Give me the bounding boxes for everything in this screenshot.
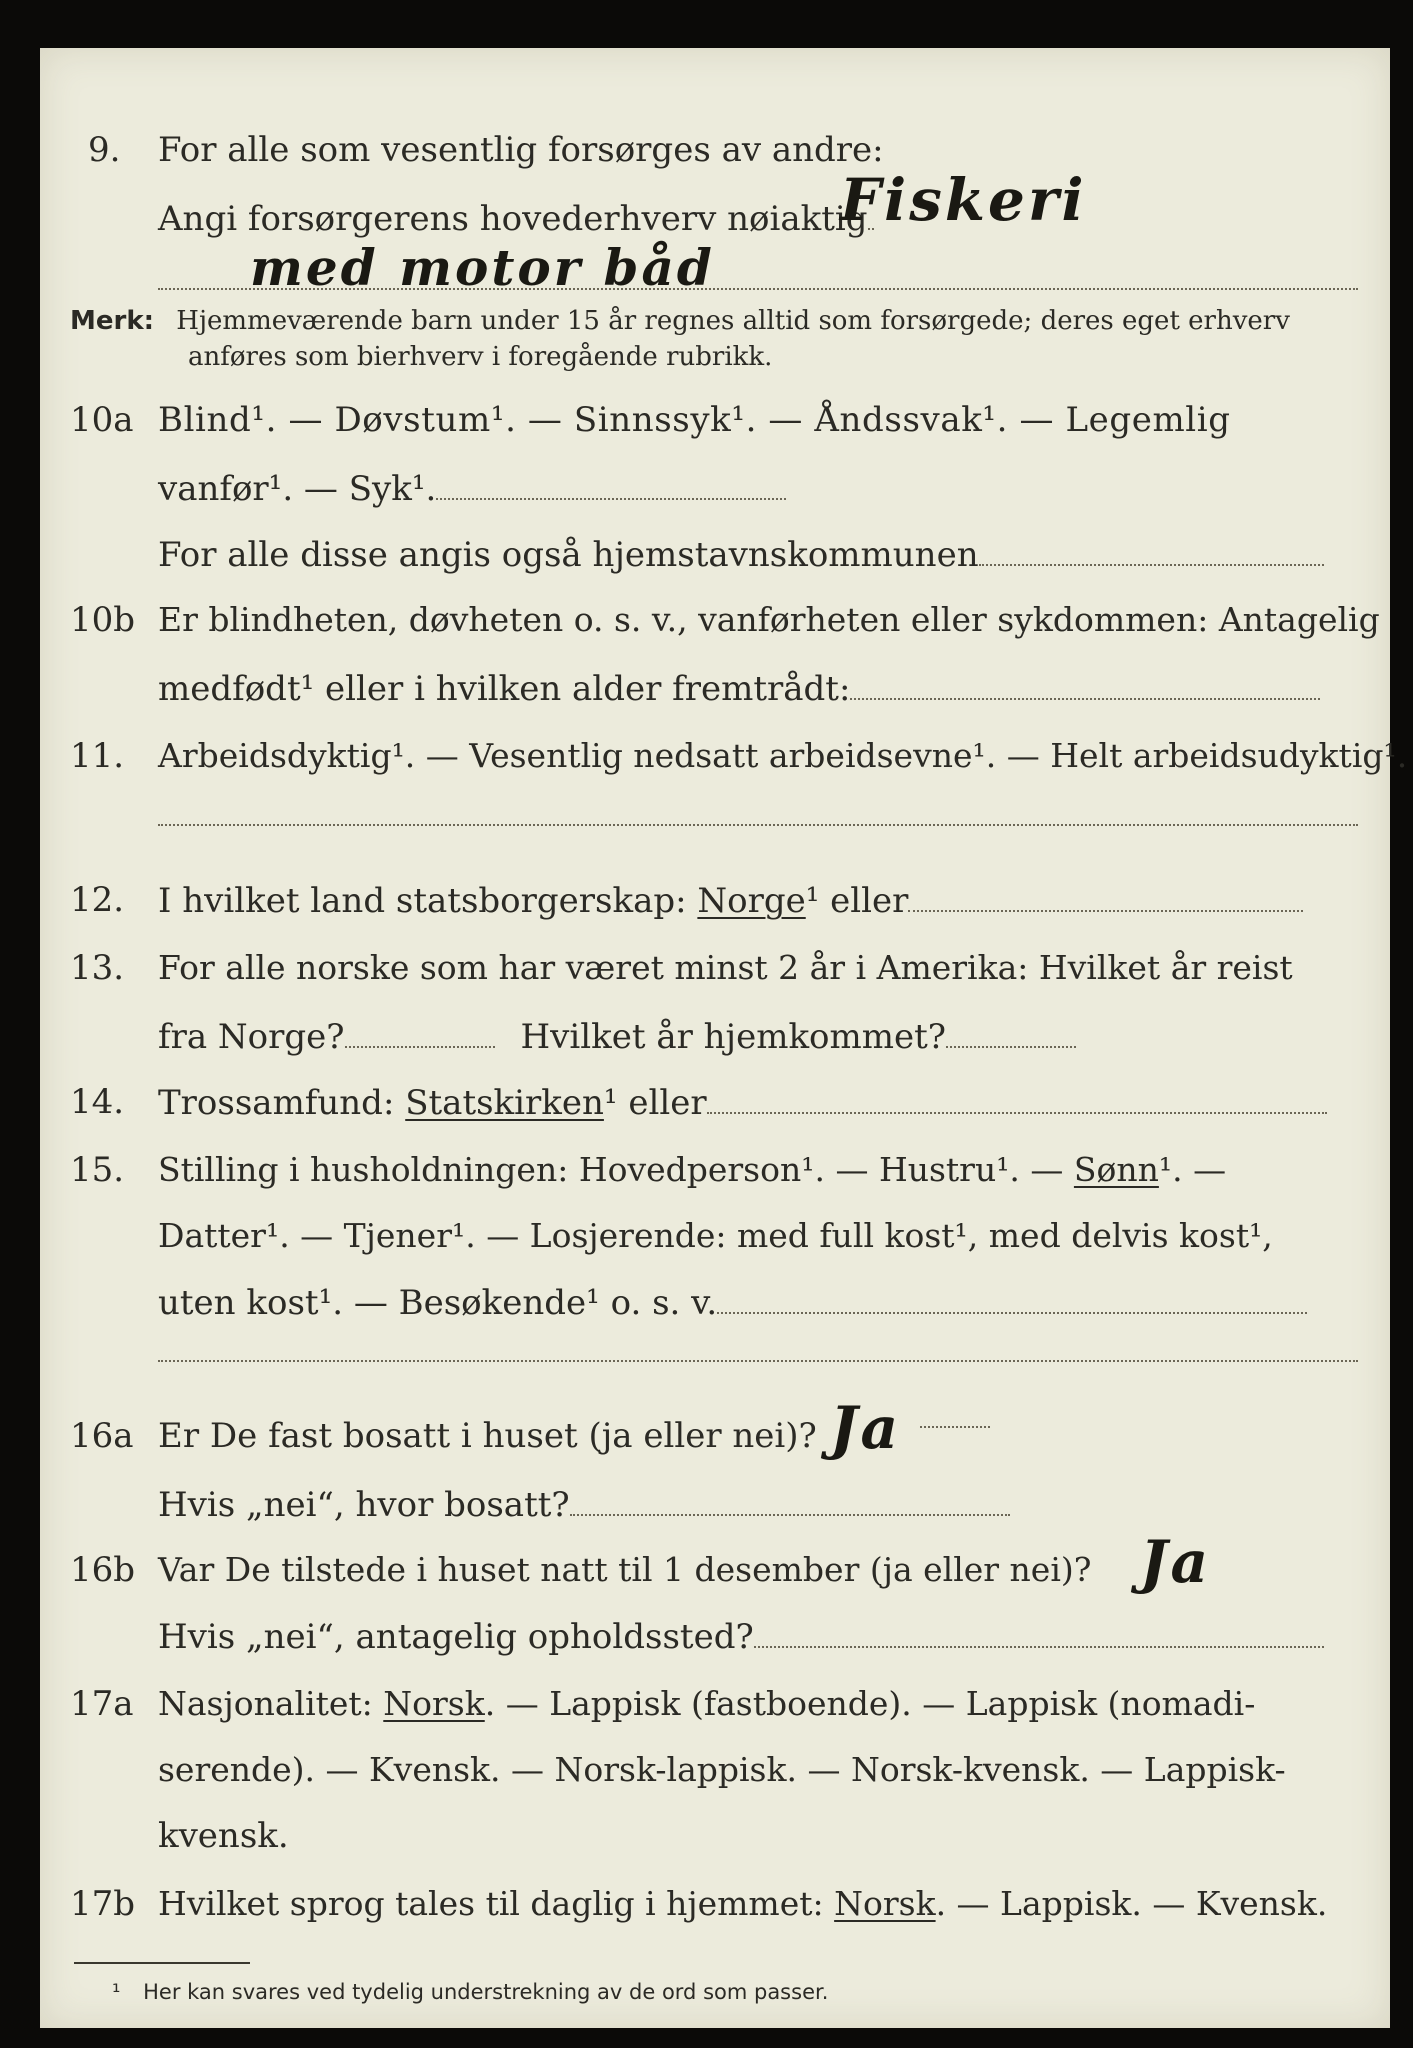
footnote-mark: ¹ <box>112 1980 121 2004</box>
footnote-divider <box>74 1962 250 1964</box>
q17a-line2: serende). — Kvensk. — Norsk-lappisk. — Norsk-kvensk. — Lappisk- <box>158 1750 1286 1789</box>
q12-number: 12. <box>70 880 125 920</box>
q13-number: 13. <box>70 948 125 988</box>
merk-note-line2: anføres som bierhverv i foregående rubrikk. <box>188 342 773 372</box>
q17a-number: 17a <box>70 1684 134 1724</box>
q13-line1: For alle norske som har været minst 2 år i Amerika: Hvilket år reist <box>158 948 1293 987</box>
q13-line2: fra Norge? Hvilket år hjemkommet? <box>158 1016 1076 1057</box>
q15-line1: Stilling i husholdningen: Hovedperson¹. — Hustru¹. — Sønn¹. — <box>158 1150 1227 1189</box>
q14-line: Trossamfund: Statskirken¹ eller <box>158 1082 1327 1123</box>
merk-note-line1: Merk: Hjemmeværende barn under 15 år regnes alltid som forsørgede; deres eget erhverv <box>70 306 1290 336</box>
q11-answer-rule <box>158 824 1358 826</box>
q17a-line1: Nasjonalitet: Norsk. — Lappisk (fastboende). — Lappisk (nomadi- <box>158 1684 1256 1723</box>
q16b-number: 16b <box>70 1550 136 1590</box>
q10b-line2: medfødt¹ eller i hvilken alder fremtrådt: <box>158 668 1320 709</box>
q12-norge-underlined: Norge <box>697 881 806 921</box>
q15-line3: uten kost¹. — Besøkende¹ o. s. v. <box>158 1282 1307 1323</box>
census-form-page <box>40 48 1408 2028</box>
q16a-handwritten-answer[interactable]: Ja <box>830 1394 902 1462</box>
q17a-norsk-underlined: Norsk <box>383 1684 485 1723</box>
q10a-number: 10a <box>70 400 134 440</box>
footnote-text: Her kan svares ved tydelig understrekning av de ord som passer. <box>143 1980 829 2004</box>
q9-handwritten-detail[interactable]: med motor båd <box>250 238 715 297</box>
q16a-answer-rule <box>920 1426 990 1428</box>
q14-statskirken-underlined: Statskirken <box>405 1083 604 1123</box>
q17a-line3: kvensk. <box>158 1816 289 1856</box>
q11-number: 11. <box>70 736 125 776</box>
q9-line1: For alle som vesentlig forsørges av andre: <box>158 130 884 170</box>
q17b-number: 17b <box>70 1884 136 1924</box>
q10b-number: 10b <box>70 600 136 640</box>
q10b-line1: Er blindheten, døvheten o. s. v., vanførheten eller sykdommen: Antagelig <box>158 600 1380 639</box>
q15-number: 15. <box>70 1150 125 1190</box>
q10a-line1: Blind¹. — Døvstum¹. — Sinnssyk¹. — Åndssvak¹. — Legemlig <box>158 400 1231 440</box>
q16b-handwritten-answer[interactable]: Ja <box>1140 1528 1212 1596</box>
q9-number: 9. <box>88 130 121 170</box>
q9-line2: Angi forsørgerens hovederhverv nøiaktig <box>158 198 874 239</box>
q12-line: I hvilket land statsborgerskap: Norge¹ eller <box>158 880 1303 921</box>
q16a-line1: Er De fast bosatt i huset (ja eller nei)? <box>158 1416 817 1456</box>
q16a-number: 16a <box>70 1416 134 1456</box>
q16b-line1: Var De tilstede i huset natt til 1 desember (ja eller nei)? <box>158 1550 1092 1589</box>
merk-label: Merk: <box>70 306 155 336</box>
q15-line2: Datter¹. — Tjener¹. — Losjerende: med full kost¹, med delvis kost¹, <box>158 1216 1273 1255</box>
q10a-line2: vanfør¹. — Syk¹. <box>158 468 786 509</box>
q17b-line: Hvilket sprog tales til daglig i hjemmet: Norsk. — Lappisk. — Kvensk. <box>158 1884 1328 1923</box>
q11-line1: Arbeidsdyktig¹. — Vesentlig nedsatt arbeidsevne¹. — Helt arbeidsudyktig¹. <box>158 736 1408 775</box>
q14-number: 14. <box>70 1082 125 1122</box>
q16a-line2: Hvis „nei“, hvor bosatt? <box>158 1484 1010 1525</box>
q9-handwritten-occupation[interactable]: Fiskeri <box>840 166 1087 234</box>
footnote <box>112 1978 828 2006</box>
q17b-norsk-underlined: Norsk <box>834 1884 936 1923</box>
q15-sonn-underlined: Sønn <box>1073 1150 1159 1189</box>
q10a-line3: For alle disse angis også hjemstavnskommunen <box>158 534 1324 575</box>
q16b-line2: Hvis „nei“, antagelig opholdssted? <box>158 1616 1324 1657</box>
q15-answer-rule <box>158 1360 1358 1362</box>
